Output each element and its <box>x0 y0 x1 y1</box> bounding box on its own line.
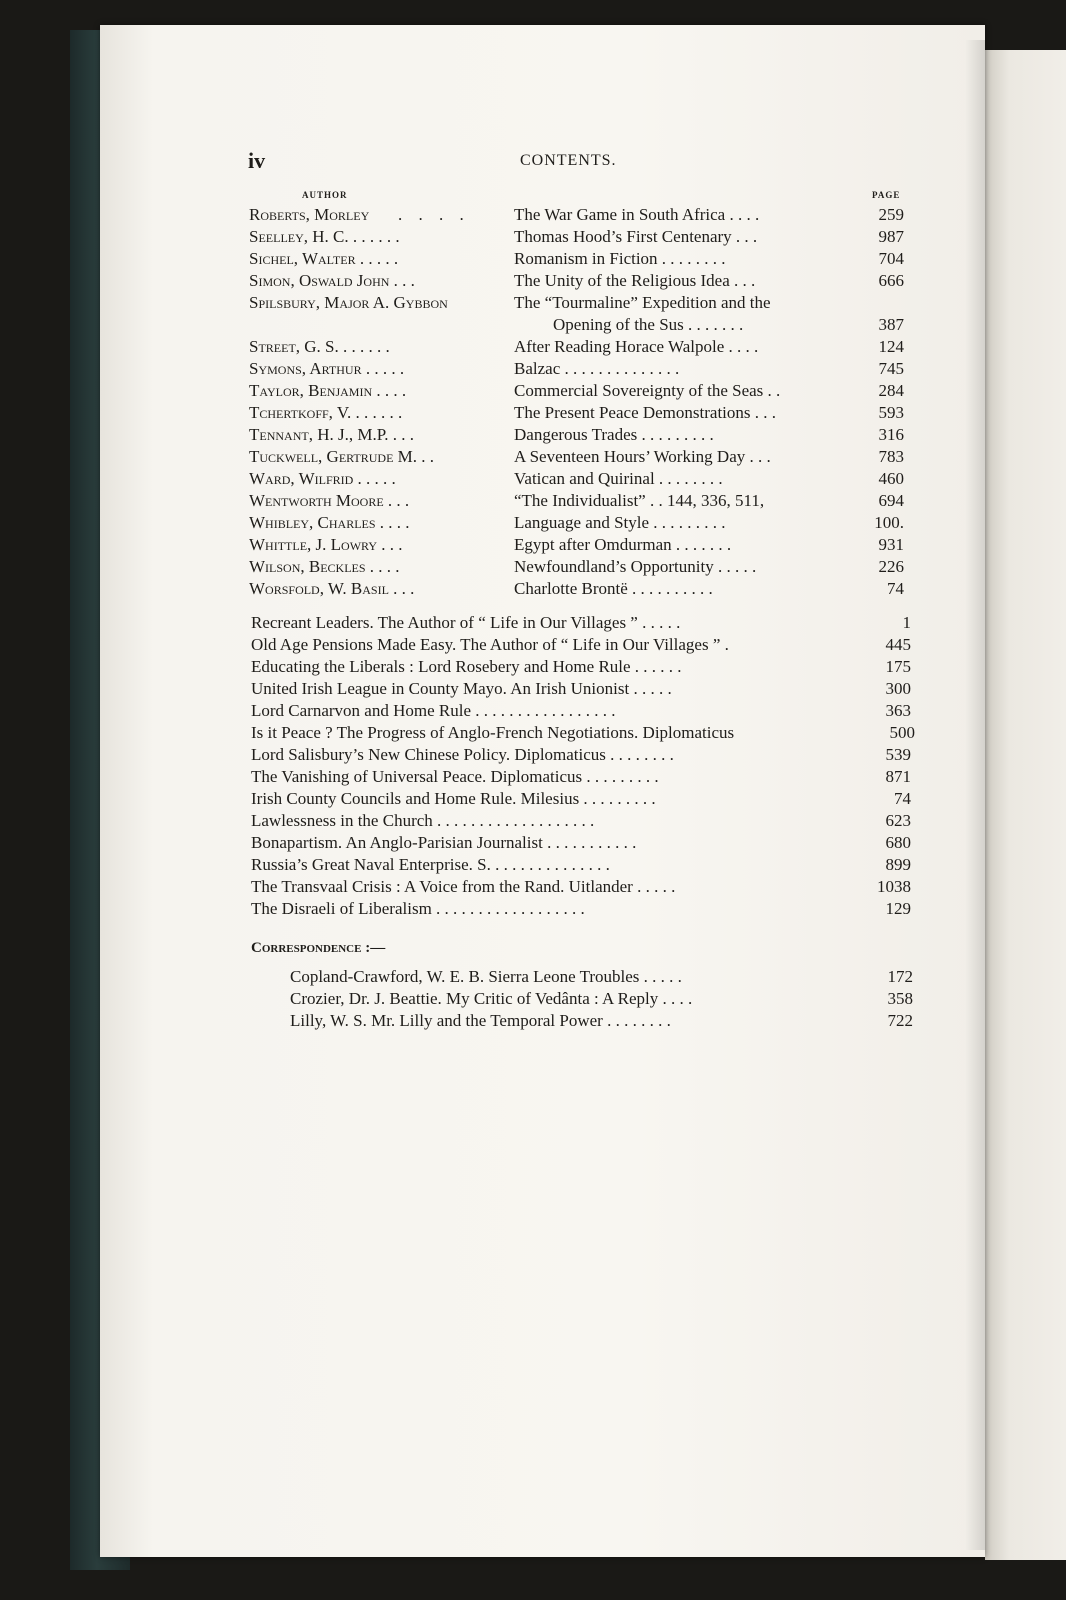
misc-title: Old Age Pensions Made Easy. The Author of “ Life in Our Villages ” . <box>251 635 729 654</box>
toc-misc-entry <box>251 766 911 788</box>
entry-page: 666 <box>878 271 904 290</box>
misc-page: 129 <box>885 899 911 918</box>
toc-entry <box>0 402 1066 424</box>
correspondence-page: 172 <box>887 967 913 986</box>
entry-page: 100. <box>874 513 904 532</box>
entry-title: Commercial Sovereignty of the Seas . . <box>514 381 781 400</box>
entry-page: 387 <box>878 315 904 334</box>
entry-page: 704 <box>878 249 904 268</box>
misc-title: The Transvaal Crisis : A Voice from the Rand. Uitlander . . . . . <box>251 877 676 896</box>
toc-entry <box>0 270 1066 292</box>
misc-title: Educating the Liberals : Lord Rosebery and Home Rule . . . . . . <box>251 657 682 676</box>
entry-author: Tchertkoff, V. . . . . . . <box>249 403 403 422</box>
entry-title: Dangerous Trades . . . . . . . . . <box>514 425 714 444</box>
misc-page: 300 <box>885 679 911 698</box>
toc-misc-entry <box>251 832 911 854</box>
entry-author: Spilsbury, Major A. Gybbon <box>249 293 448 312</box>
toc-entry <box>0 204 1066 226</box>
misc-page: 500 <box>889 723 915 742</box>
entry-title: The Unity of the Religious Idea . . . <box>514 271 756 290</box>
toc-entry <box>0 336 1066 358</box>
misc-title: Russia’s Great Naval Enterprise. S. . . . . . . . . . . . . . . <box>251 855 610 874</box>
misc-title: Recreant Leaders. The Author of “ Life in Our Villages ” . . . . . <box>251 613 681 632</box>
entry-page: 987 <box>878 227 904 246</box>
entry-leader: . . . . <box>398 205 470 224</box>
toc-entry <box>0 534 1066 556</box>
entry-author: Sichel, Walter . . . . . <box>249 249 399 268</box>
misc-page: 899 <box>885 855 911 874</box>
misc-title: Lord Carnarvon and Home Rule . . . . . . . . . . . . . . . . . <box>251 701 616 720</box>
toc-misc-entry <box>251 788 911 810</box>
misc-title: United Irish League in County Mayo. An Irish Unionist . . . . . <box>251 679 672 698</box>
toc-entry <box>0 380 1066 402</box>
entry-author: Taylor, Benjamin . . . . <box>249 381 407 400</box>
toc-misc-entry <box>251 898 911 920</box>
entry-title: The War Game in South Africa . . . . <box>514 205 760 224</box>
entry-title: Charlotte Brontë . . . . . . . . . . <box>514 579 713 598</box>
entry-author: Whibley, Charles . . . . <box>249 513 410 532</box>
misc-title: Bonapartism. An Anglo-Parisian Journalist . . . . . . . . . . . <box>251 833 637 852</box>
toc-misc-entry <box>251 634 911 656</box>
entry-page: 316 <box>878 425 904 444</box>
misc-page: 623 <box>885 811 911 830</box>
entry-title: Newfoundland’s Opportunity . . . . . <box>514 557 757 576</box>
entry-author: Simon, Oswald John . . . <box>249 271 415 290</box>
column-heading-author: AUTHOR <box>302 190 348 200</box>
entry-page: 593 <box>878 403 904 422</box>
toc-misc-entry <box>251 854 911 876</box>
toc-misc-entry <box>251 744 911 766</box>
entry-title: After Reading Horace Walpole . . . . <box>514 337 759 356</box>
misc-page: 680 <box>885 833 911 852</box>
toc-misc-entry <box>251 678 911 700</box>
toc-entry <box>0 358 1066 380</box>
entry-page: 284 <box>878 381 904 400</box>
entry-author: Tuckwell, Gertrude M. . . <box>249 447 435 466</box>
toc-misc-entry <box>251 700 911 722</box>
toc-entry <box>0 292 1066 314</box>
entry-title: Thomas Hood’s First Centenary . . . <box>514 227 758 246</box>
correspondence-page: 722 <box>887 1011 913 1030</box>
toc-misc-entry <box>251 876 911 898</box>
entry-page: 124 <box>878 337 904 356</box>
entry-author: Wilson, Beckles . . . . <box>249 557 400 576</box>
toc-entry <box>0 424 1066 446</box>
page-number: iv <box>248 148 266 173</box>
entry-author: Ward, Wilfrid . . . . . <box>249 469 396 488</box>
toc-entry <box>0 490 1066 512</box>
entry-title: Opening of the Sus . . . . . . . <box>553 315 744 334</box>
entry-author: Street, G. S. . . . . . . <box>249 337 390 356</box>
toc-entry <box>0 578 1066 600</box>
correspondence-entry <box>290 1010 913 1032</box>
misc-page: 74 <box>894 789 911 808</box>
misc-title: The Disraeli of Liberalism . . . . . . . . . . . . . . . . . . <box>251 899 585 918</box>
entry-page: 745 <box>878 359 904 378</box>
toc-entry <box>0 468 1066 490</box>
entry-author: Symons, Arthur . . . . . <box>249 359 405 378</box>
entry-page: 783 <box>878 447 904 466</box>
entry-title: Language and Style . . . . . . . . . <box>514 513 726 532</box>
toc-entry <box>0 512 1066 534</box>
toc-misc-entry <box>251 612 911 634</box>
correspondence-title: Copland-Crawford, W. E. B. Sierra Leone Troubles . . . . . <box>290 967 682 986</box>
misc-page: 363 <box>885 701 911 720</box>
entry-author: Roberts, Morley <box>249 205 370 224</box>
misc-page: 1 <box>902 613 911 632</box>
entry-title: Balzac . . . . . . . . . . . . . . <box>514 359 680 378</box>
misc-page: 445 <box>885 635 911 654</box>
toc-entry <box>0 226 1066 248</box>
misc-page: 1038 <box>877 877 911 896</box>
correspondence-title: Crozier, Dr. J. Beattie. My Critic of Vedânta : A Reply . . . . <box>290 989 693 1008</box>
toc-entry-continuation <box>0 314 1066 336</box>
entry-author: Whittle, J. Lowry . . . <box>249 535 403 554</box>
misc-title: Lawlessness in the Church . . . . . . . . . . . . . . . . . . . <box>251 811 595 830</box>
entry-title: “The Individualist” . . 144, 336, 511, <box>514 491 765 510</box>
toc-entry <box>0 446 1066 468</box>
correspondence-entry <box>290 988 913 1010</box>
correspondence-title: Lilly, W. S. Mr. Lilly and the Temporal Power . . . . . . . . <box>290 1011 671 1030</box>
entry-author: Tennant, H. J., M.P. . . . <box>249 425 415 444</box>
entry-page: 694 <box>878 491 904 510</box>
toc-misc-entry <box>251 722 915 744</box>
entry-page: 74 <box>887 579 904 598</box>
toc-entry <box>0 556 1066 578</box>
misc-page: 539 <box>885 745 911 764</box>
entry-title: Egypt after Omdurman . . . . . . . <box>514 535 732 554</box>
correspondence-heading: Correspondence :— <box>251 940 386 956</box>
entry-page: 226 <box>878 557 904 576</box>
entry-title: Vatican and Quirinal . . . . . . . . <box>514 469 723 488</box>
entry-author: Seelley, H. C. . . . . . . <box>249 227 400 246</box>
toc-misc-entry <box>251 810 911 832</box>
correspondence-page: 358 <box>887 989 913 1008</box>
misc-title: Is it Peace ? The Progress of Anglo-French Negotiations. Diplomaticus <box>251 723 735 742</box>
entry-page: 460 <box>878 469 904 488</box>
misc-page: 175 <box>885 657 911 676</box>
toc-misc-entry <box>251 656 911 678</box>
entry-title: The “Tourmaline” Expedition and the <box>514 293 771 312</box>
correspondence-entry <box>290 966 913 988</box>
entry-author: Worsfold, W. Basil . . . <box>249 579 415 598</box>
misc-title: The Vanishing of Universal Peace. Diplomaticus . . . . . . . . . <box>251 767 659 786</box>
misc-title: Irish County Councils and Home Rule. Milesius . . . . . . . . . <box>251 789 656 808</box>
entry-title: Romanism in Fiction . . . . . . . . <box>514 249 726 268</box>
misc-title: Lord Salisbury’s New Chinese Policy. Diplomaticus . . . . . . . . <box>251 745 674 764</box>
page-title: CONTENTS. <box>520 152 617 169</box>
entry-title: A Seventeen Hours’ Working Day . . . <box>514 447 771 466</box>
entry-author: Wentworth Moore . . . <box>249 491 410 510</box>
toc-entry <box>0 248 1066 270</box>
column-heading-page: PAGE <box>872 190 901 200</box>
entry-page: 259 <box>878 205 904 224</box>
entry-page: 931 <box>878 535 904 554</box>
entry-title: The Present Peace Demonstrations . . . <box>514 403 777 422</box>
misc-page: 871 <box>885 767 911 786</box>
